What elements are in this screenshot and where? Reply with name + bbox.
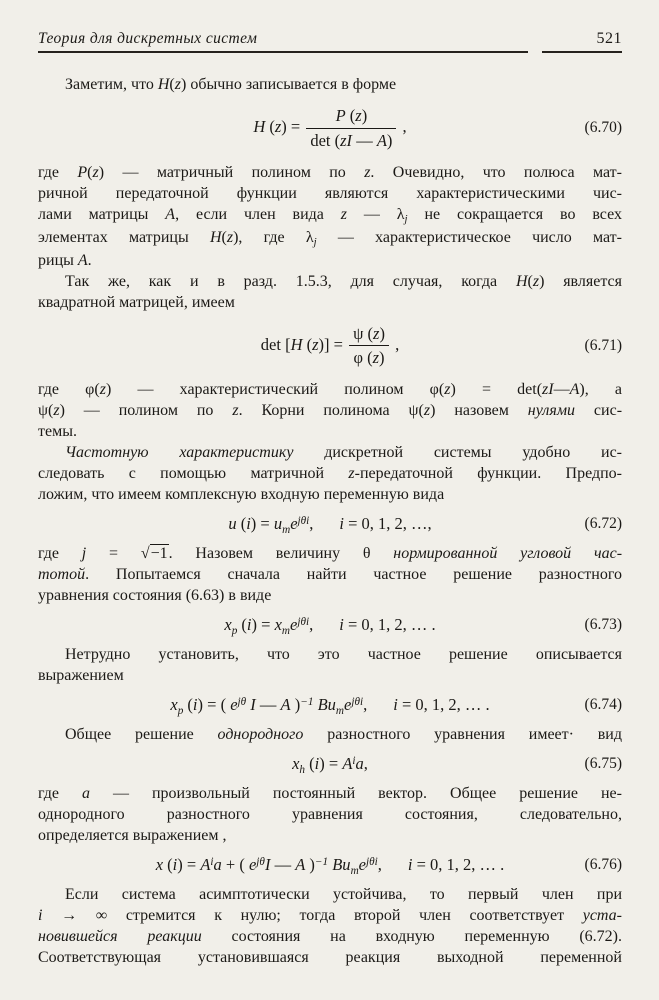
text-run: ψ (: [353, 323, 374, 343]
text-run: ,: [390, 334, 400, 354]
superscript: jθi: [366, 855, 378, 868]
italic-run: A: [295, 855, 306, 875]
radicand: −1: [150, 545, 168, 563]
equation-number-6-73: (6.73): [584, 616, 622, 634]
subscript: p: [231, 624, 238, 637]
text-run: ) назовем: [430, 402, 528, 420]
text-run: где: [38, 545, 82, 563]
italic-run: H: [515, 272, 528, 290]
italic-run: z: [226, 228, 234, 246]
italic-run: A: [165, 205, 176, 223]
italic-run: zI: [340, 130, 353, 150]
text-run: состояния на входную переменную (6.72).: [201, 928, 623, 946]
equation-6-75: [38, 754, 622, 774]
text-line: [38, 564, 622, 585]
text-run: —: [553, 381, 570, 399]
italic-run: z: [364, 163, 371, 181]
italic-run: z: [274, 117, 282, 137]
italic-run: i: [192, 695, 198, 715]
paragraph-particular-solution: [38, 644, 622, 686]
text-run: Нетрудно установить, что это частное решение описывается: [65, 646, 622, 664]
text-run: ) = det(: [450, 381, 543, 399]
paragraph-square-matrix: [38, 271, 622, 313]
italic-run: e: [290, 514, 298, 534]
text-run: ) обычно записывается в форме: [180, 76, 397, 93]
text-run: где: [38, 163, 78, 181]
text-run: det (: [310, 130, 341, 150]
equation-6-76: [38, 855, 622, 875]
formula-6-71: [102, 322, 558, 371]
fraction-denominator: [349, 346, 389, 368]
superscript: i: [352, 754, 356, 767]
italic-run: z: [53, 402, 60, 420]
text-run: (: [527, 272, 533, 290]
italic-run: однородного: [217, 726, 304, 744]
text-run: Если система асимптотически устойчива, то первый член при: [65, 886, 622, 904]
text-run: ,: [363, 695, 368, 715]
fraction-numerator: [349, 324, 389, 347]
text-run: (: [236, 514, 247, 534]
text-run: = 0, 1, 2, … .: [412, 855, 505, 875]
superscript: jθi: [351, 695, 364, 708]
text-run: Общее решение: [65, 726, 218, 744]
text-run: (: [265, 117, 275, 137]
text-run: )] =: [318, 334, 348, 354]
italic-run: A: [200, 855, 211, 875]
italic-run: i: [314, 754, 320, 774]
italic-run: i: [38, 907, 43, 925]
equation-number-6-75: (6.75): [584, 755, 622, 773]
text-run: ) =: [281, 117, 305, 137]
superscript: −1: [300, 695, 314, 708]
header-rule-right: [542, 51, 622, 53]
superscript: jθi: [297, 615, 310, 628]
equation-6-74: [38, 695, 622, 715]
italic-run: z: [99, 381, 106, 399]
text-line: [38, 379, 622, 400]
italic-run: z: [444, 381, 451, 399]
equation-number-6-71: (6.71): [584, 336, 622, 354]
text-run: ), а: [579, 381, 622, 399]
text-line: [38, 484, 622, 505]
text-line: [38, 585, 622, 606]
subscript: m: [281, 624, 291, 637]
text-run: ), где λ: [233, 228, 314, 246]
subscript: m: [335, 704, 345, 717]
text-run: ,: [377, 855, 382, 875]
text-run: уравнения состояния (6.63) в виде: [38, 587, 272, 605]
text-run: ,: [363, 754, 368, 774]
radical-sign: √: [140, 545, 150, 563]
italic-run: z: [532, 272, 540, 290]
text-run: — характеристическое число мат-: [316, 228, 622, 246]
italic-run: z: [372, 348, 380, 368]
text-run: ) = (: [197, 695, 231, 715]
text-run: лами матрицы: [38, 205, 166, 223]
text-run: = 0, 1, 2, … .: [397, 695, 490, 715]
text-run: φ (: [353, 348, 373, 368]
italic-run: P: [77, 163, 88, 181]
formula-6-75: [102, 754, 558, 774]
text-run: (: [169, 76, 175, 93]
text-line: [38, 825, 622, 846]
italic-run: z: [312, 334, 319, 354]
formula-6-70: [102, 104, 558, 153]
italic-run: i: [339, 615, 344, 635]
formula-6-76: [102, 855, 558, 875]
text-run: где φ(: [38, 381, 100, 399]
text-line: [38, 665, 622, 686]
text-run: следовать с помощью матричной: [38, 465, 349, 483]
text-run: ): [379, 323, 385, 343]
paragraph-general-solution: [38, 783, 622, 846]
text-line: [38, 400, 622, 421]
italic-run: z: [174, 76, 181, 93]
italic-run: i: [339, 514, 344, 534]
text-run: (: [183, 695, 193, 715]
italic-run: I: [264, 855, 271, 875]
text-line: [38, 905, 622, 926]
italic-run: Частотную характеристику: [65, 444, 294, 462]
text-run: ): [290, 695, 301, 715]
italic-run: a: [213, 855, 222, 875]
subscript: j: [404, 213, 408, 226]
text-line: [38, 271, 622, 292]
paragraph-frequency-response: [38, 442, 622, 505]
superscript: i: [210, 855, 214, 868]
paragraph-stability: [38, 884, 622, 968]
italic-run: i: [172, 855, 178, 875]
italic-run: A: [280, 695, 291, 715]
text-run: квадратной матрицей, имеем: [38, 293, 235, 311]
subscript: j: [313, 236, 317, 249]
italic-run: a: [355, 754, 364, 774]
text-run: (: [305, 754, 315, 774]
text-run: ): [386, 130, 393, 150]
text-run: ) — матричный полином по: [98, 163, 365, 181]
text-line: [38, 926, 622, 947]
text-run: не сокращается во всех: [407, 205, 622, 223]
square-root: [141, 544, 169, 562]
text-run: . Очевидно, что полюса мат-: [370, 163, 623, 181]
text-run: (: [345, 106, 356, 125]
text-line: [38, 227, 622, 250]
text-run: ,: [309, 615, 314, 635]
italic-run: i: [407, 855, 413, 875]
text-line: [38, 543, 622, 564]
text-run: = 0, 1, 2, … .: [343, 615, 436, 635]
text-run: =: [86, 545, 141, 563]
text-run: (: [302, 334, 313, 354]
text-run: темы.: [38, 423, 77, 441]
text-run: = 0, 1, 2, …,: [344, 514, 432, 534]
italic-run: u: [228, 514, 237, 534]
text-run: —: [352, 130, 377, 150]
italic-run: нулями: [527, 402, 576, 420]
italic-run: новившейся реакции: [38, 928, 202, 946]
italic-run: i: [246, 615, 252, 635]
text-run: рицы: [38, 251, 78, 269]
italic-run: x: [274, 615, 282, 635]
text-run: —: [255, 695, 281, 715]
text-run: (: [221, 228, 227, 246]
text-run: —: [270, 855, 296, 875]
italic-run: нормированной угловой час-: [393, 545, 623, 563]
text-line: [38, 783, 622, 804]
text-run: однородного разностного уравнения состояния, следовательно,: [38, 806, 622, 824]
text-line: [38, 74, 622, 95]
text-run: ) =: [177, 855, 201, 875]
text-run: ричной передаточной функции являются характеристическими чис-: [38, 184, 622, 202]
text-run: где: [38, 785, 82, 803]
italic-run: x: [292, 754, 300, 774]
text-line: [38, 884, 622, 905]
text-run: ): [379, 348, 385, 368]
italic-run: A: [376, 130, 387, 150]
italic-run: уста-: [582, 907, 622, 925]
italic-run: H: [253, 117, 266, 137]
running-title: Теория для дискретных систем: [38, 30, 258, 47]
formula-6-72: [102, 514, 558, 534]
header-rule-left: [38, 51, 528, 53]
italic-run: A: [342, 754, 353, 774]
subscript: m: [350, 864, 359, 877]
formula-6-73: [102, 615, 558, 635]
paragraph-homogeneous: [38, 724, 622, 745]
text-line: [38, 250, 622, 271]
text-run: Так же, как и в разд. 1.5.3, для случая, когда: [65, 272, 516, 290]
paragraph-poles: [38, 162, 622, 271]
italic-run: z: [423, 402, 431, 420]
superscript: −1: [314, 855, 329, 868]
text-run: разностного уравнения имеет· вид: [303, 726, 623, 744]
italic-run: e: [344, 695, 352, 715]
equation-6-71: [38, 322, 622, 371]
fraction: [306, 106, 396, 151]
equation-6-72: [38, 514, 622, 534]
fraction-denominator: [306, 129, 396, 151]
italic-run: H: [290, 334, 303, 354]
formula-6-74: [102, 695, 558, 715]
italic-run: i: [246, 514, 251, 534]
text-run: ,: [398, 117, 407, 137]
equation-number-6-74: (6.74): [584, 696, 622, 714]
italic-run: Bu: [332, 855, 351, 875]
paragraph-char-polynomial: [38, 379, 622, 442]
paragraph-normalized-frequency: [38, 543, 622, 606]
italic-run: H: [209, 228, 222, 246]
text-run: ) =: [250, 514, 274, 534]
italic-run: H: [157, 76, 170, 93]
text-run: элементах матрицы: [38, 228, 210, 246]
text-run: ): [361, 106, 368, 125]
italic-run: x: [170, 695, 178, 715]
italic-run: z: [373, 323, 380, 343]
italic-run: z: [348, 465, 355, 483]
text-run: — λ: [347, 205, 405, 223]
text-run: Заметим, что: [65, 76, 158, 93]
text-run: ) является: [539, 272, 622, 290]
text-run: дискретной системы удобно ис-: [293, 444, 622, 462]
text-run: (: [87, 163, 93, 181]
text-run: . Попытаемся сначала найти частное решение разностного: [85, 566, 622, 584]
text-run: ): [305, 855, 315, 875]
text-line: [38, 183, 622, 204]
equation-6-73: [38, 615, 622, 635]
italic-run: j: [81, 545, 87, 563]
text-run: ) =: [251, 615, 275, 635]
subscript: h: [299, 763, 306, 776]
text-run: . Назовем величину θ: [168, 545, 394, 563]
superscript: jθi: [297, 514, 310, 527]
italic-run: z: [232, 402, 239, 420]
italic-run: P: [335, 106, 346, 125]
italic-run: z: [355, 106, 362, 125]
subscript: m: [282, 523, 291, 536]
text-run: определяется выражением ,: [38, 827, 227, 845]
italic-run: тотой: [38, 566, 86, 584]
fraction: [349, 324, 389, 369]
text-run: . Корни полинома ψ(: [238, 402, 424, 420]
italic-run: z: [340, 205, 348, 223]
superscript: jθ: [237, 695, 247, 708]
text-run: (: [237, 615, 247, 635]
equation-number-6-72: (6.72): [584, 515, 622, 533]
text-line: [38, 421, 622, 442]
page-number: 521: [596, 30, 622, 47]
text-run: ) — полином по: [59, 402, 233, 420]
subscript: p: [177, 704, 184, 717]
text-line: [38, 724, 622, 745]
equation-6-70: [38, 104, 622, 153]
text-line: [38, 463, 622, 484]
text-run: сис-: [575, 402, 623, 420]
italic-run: a: [82, 785, 90, 803]
italic-run: A: [569, 381, 580, 399]
equation-number-6-76: (6.76): [584, 856, 622, 874]
equation-number-6-70: (6.70): [584, 119, 622, 137]
fraction-numerator: [306, 106, 396, 129]
text-line: [38, 442, 622, 463]
text-line: [38, 292, 622, 313]
superscript: jθ: [256, 855, 265, 868]
text-run: ложим, что имеем комплексную входную переменную вида: [38, 486, 445, 504]
text-run: — произвольный постоянный вектор. Общее решение не-: [90, 785, 622, 803]
text-line: [38, 804, 622, 825]
italic-run: u: [273, 514, 283, 534]
text-run: ) =: [319, 754, 343, 774]
text-line: [38, 947, 622, 968]
text-run: → ∞ стремится к нулю; тогда второй член соответствует: [42, 907, 583, 925]
italic-run: i: [393, 695, 398, 715]
text-run: ,: [309, 514, 314, 534]
text-run: -передаточной функции. Предпо-: [354, 465, 622, 483]
italic-run: e: [230, 695, 238, 715]
italic-run: e: [290, 615, 298, 635]
paragraph-intro: [38, 74, 622, 95]
italic-run: A: [77, 251, 88, 269]
italic-run: e: [358, 855, 366, 875]
text-run: ψ(: [38, 402, 54, 420]
italic-run: zI: [542, 381, 554, 399]
text-line: [38, 162, 622, 183]
text-run: det [: [260, 334, 291, 354]
text-run: ) — характеристический полином φ(: [105, 381, 445, 399]
text-run: (: [163, 855, 173, 875]
text-line: [38, 204, 622, 227]
italic-run: x: [155, 855, 164, 875]
text-run: , если член вида: [175, 205, 341, 223]
text-run: выражением: [38, 667, 124, 685]
text-run: Соответствующая установившаяся реакция выходной переменной: [38, 949, 622, 967]
text-line: [38, 644, 622, 665]
italic-run: x: [224, 615, 232, 635]
italic-run: I: [246, 695, 256, 715]
italic-run: e: [248, 855, 257, 875]
text-run: + (: [221, 855, 249, 875]
page-header: [38, 30, 622, 48]
header-rule: [38, 51, 622, 53]
italic-run: z: [92, 163, 99, 181]
text-run: .: [87, 251, 92, 269]
italic-run: Bu: [317, 695, 336, 715]
